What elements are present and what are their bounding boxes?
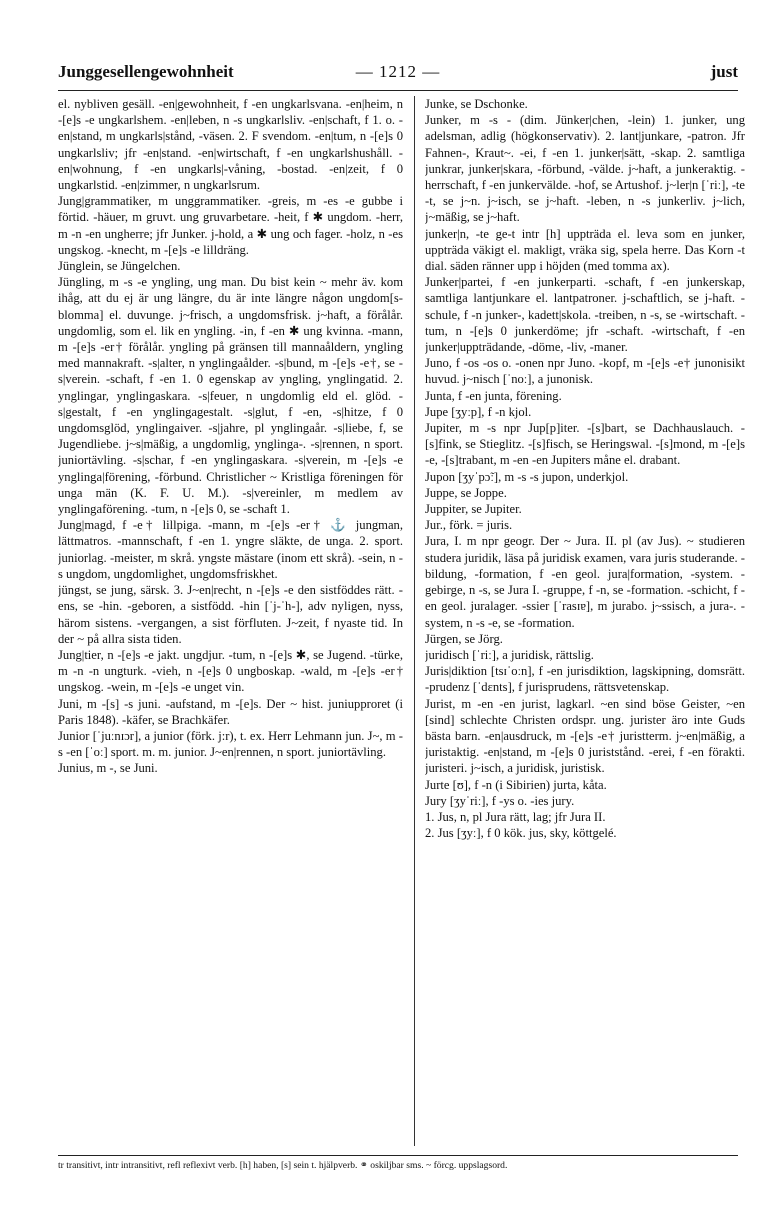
entry: Junker, m -s - (dim. Jünker|chen, -lein) 1. junker, ung adelsman, adlig (högkonservativ). 2. lant|junkare, -patron. Jfr Fahnen-, Kraut~. -ei, f -en 1. junker|sätt, -skap. 2. samtliga junkrar, junker|skara, -förbund, -välde. j~haft, a junkeraktig. -herrschaft, f -en junkervälde. -hof, se Artushof. j~ler|n [ˈriː], -te -t, se j~n. j~isch, se j~haft. -leben, n -s junkerliv. j~lich, j~mäßig, se j~haft. <box>425 113 745 225</box>
entry: Jung|grammatiker, m unggrammatiker. -greis, m -es -e gubbe i förtid. -häuer, m gruvt. ung gruvarbetare. -heit, f ✱ ungdom. -herr, m -n -en ungherre; jfr Junker. j-hold, a ✱ ung och fager. -holz, n -es ungskog. -knecht, m -[e]s -e lilldräng. <box>58 194 403 257</box>
entry: Jürgen, se Jörg. <box>425 631 503 646</box>
entry: Jury [ʒyˈriː], f -ys o. -ies jury. <box>425 793 575 808</box>
entry: Juppiter, se Jupiter. <box>425 502 522 517</box>
column-divider <box>414 96 415 1146</box>
footer-rule <box>58 1155 738 1156</box>
right-column <box>425 96 745 1146</box>
entry: Junke, se Dschonke. <box>425 97 528 111</box>
entry: jüngst, se jung, särsk. 3. J~en|recht, n -[e]s -e den sistföddes rätt. -ens, se -hin. -geboren, a sistfödd. -hin [ˈj-ˈh-], adv nyligen, nyss, härom sistens. -vergangen, a sist förfluten. J~zeit, f nyaste tid. In der ~ på allra sista tiden. <box>58 583 403 646</box>
entry: juridisch [ˈriː], a juridisk, rättslig. <box>425 647 594 662</box>
entry: Jurist, m -en -en jurist, lagkarl. ~en sind böse Geister, ~en [sind] schlechte Christen ordspr. ung. jurister äro inte Guds bästa barn. -en|ausdruck, m -[e]s -e† juristterm. j~en|mäßig, a juristaktig. -en|stand, m -[e]s 0 juriststånd. -erei, f -en förakti. juristeri. j~isch, a juridisk, juristisk. <box>425 696 745 776</box>
entry: Jung|tier, n -[e]s -e jakt. ungdjur. -tum, n -[e]s ✱, se Jugend. -türke, m -n -n ungturk. -vieh, n -[e]s 0 ungboskap. -wald, m -[e]s -er† ungskog. -wein, m -[e]s -e unget vin. <box>58 647 403 695</box>
entry: Juno, f -os -os o. -onen npr Juno. -kopf, m -[e]s -e† junonisikt huvud. j~nisch [ˈnoː], a junonisk. <box>425 356 745 387</box>
left-column <box>58 96 403 1146</box>
entry: el. nybliven gesäll. -en|gewohnheit, f -en ungkarlsvana. -en|heim, n -[e]s -e ungkarlshem. -en|leben, n -s ungkarlsliv. -en|schaft, f 1. o. -en|stand, m ungkarls|stånd, -väsen. 2. F svendom. -en|tum, n -[e]s 0 ungkarlsliv; jfr -en|stand. -en|wirtschaft, f -en ungkarlshushåll. -en|wohnung, f -en ungkarls|-våning, -bostad. -en|zeit, f 0 ungkarlstid. -en|zimmer, n ungkarlsrum. <box>58 97 403 193</box>
entry: Jurte [ʊ], f -n (i Sibirien) jurta, kåta. <box>425 777 607 792</box>
header-rule <box>58 90 738 91</box>
entry: Junius, m -, se Juni. <box>58 761 158 776</box>
entry: 2. Jus [ʒyː], f 0 kök. jus, sky, köttgelé. <box>425 826 617 841</box>
entry: Jur., förk. = juris. <box>425 518 513 533</box>
header-left-guideword: Junggesellengewohnheit <box>58 62 234 81</box>
entry: Junta, f -en junta, förening. <box>425 388 562 403</box>
entry: Juni, m -[s] -s juni. -aufstand, m -[e]s. Der ~ hist. juniupproret (i Paris 1848). -käfer, se Brachkäfer. <box>58 696 403 727</box>
entry: Jura, I. m npr geogr. Der ~ Jura. II. pl (av Jus). ~ studieren studera juridik, läsa på juridisk examen, vara juris studerande. -bildung, -formation, f -en geol. jura|formation, -system. -gebirge, n -s, se Jura I. -gruppe, f -n, se -formation. -schicht, f -en geol. juralager. -ssier [ˈrasɪɐ], m jurabo. j~ssisch, a jura-. -system, n -s -e, se -formation. <box>425 534 745 630</box>
entry: Jupiter, m -s npr Jup[p]iter. -[s]bart, se Dachhauslauch. -[s]fink, se Stieglitz. -[s]fisch, se Heringswal. -[s]mond, m -[e]s -e, -[s]trabant, m -en -en Jupiters måne el. drabant. <box>425 421 745 468</box>
entry: Junior [ˈjuːnɪɔr], a junior (förk. j:r), t. ex. Herr Lehmann jun. J~, m -s -en [ˈoː] sport. m. m. junior. J~en|rennen, n sport. juniortävling. <box>58 728 403 760</box>
header-right-guideword: just <box>710 62 738 81</box>
entry: Junker|partei, f -en junkerparti. -schaft, f -en junkerskap, samtliga lantjunkare el. lantpatroner. j-schaftlich, se j-haft. -schule, f -n junker-, kadett|skola. -treiben, n -s, se -wirtschaft. -tum, n -[e]s 0 junkerdöme; jfr -schaft. -wirtschaft, f -en junker|uppträdande, -döme, -liv, -maner. <box>425 275 745 355</box>
entry: Juris|diktion [tsɪˈoːn], f -en jurisdiktion, lagskipning, domsrätt. -prudenz [ˈdɛnts], f jurisprudens, rättsvetenskap. <box>425 664 745 695</box>
abbreviation-legend: tr transitivt, intr intransitivt, refl reflexivt verb. [h] haben, [s] sein t. hjälpverb. ⚭ oskiljbar sms. ~ förcg. uppslagsord. <box>58 1160 508 1171</box>
entry: Jupon [ʒyˈpɔ̃ː], m -s -s jupon, underkjol. <box>425 469 629 484</box>
entry: Jupe [ʒyːp], f -n kjol. <box>425 404 532 419</box>
entry: Juppe, se Joppe. <box>425 485 507 500</box>
page-header <box>58 62 738 86</box>
entry: Jünglein, se Jüngelchen. <box>58 259 181 274</box>
entry: junker|n, -te ge-t intr [h] uppträda el. leva som en junker, uppträda väkigt el. makligt, vräka sig, spela herre. Das Korn -t dial. säden ränner upp i höjden (med tomma ax). <box>425 226 745 274</box>
page-number: — 1212 — <box>355 62 441 81</box>
entry: 1. Jus, n, pl Jura rätt, lag; jfr Jura II. <box>425 809 606 824</box>
entry: Jüngling, m -s -e yngling, ung man. Du bist kein ~ mehr äv. kom ihåg, att du ej är ung längre, du är inte längre någon ungdom[s-blomma] el. duvunge. j~frisch, a ungdomsfrisk. j~haft, a förålår. ungdomlig, som el. lik en yngling. -in, f -en ✱ ung kvinna. -mann, m -[e]s -er† förålår. yngling på gränsen till mannaåldern, yngling med mannakraft. -s|alter, n ynglingaålder. -s|bund, m -[e]s -e†, se -s|verein. -schaft, f -en 1. 0 egenskap av yngling, ynglingatid. 2. ynglingar, ynglingaskara. -s|feuer, n ungdomlig eld el. glöd. -s|gestalt, f -en ynglingagestalt. -s|glut, f -en, -s|hitze, f 0 ungdomsglöd, ynglingaiver. -s|jahre, pl ynglingaår. -s|liebe, f, se Jugendliebe. j~s|mäßig, a ungdomlig, ynglinga-. -s|rennen, n sport. juniortävling. -s|schar, f -en ynglingaskara. -s|verein, m -[e]s -e ynglinga|förening, -förbund. Christlicher ~ Kristliga föreningen för unga män (K. F. U. M.). -s|vereinler, m medlem av ynglingaförening. -tum, n -[e]s 0, se -schaft 1. <box>58 275 403 517</box>
entry: Jung|magd, f -e† lillpiga. -mann, m -[e]s -er† ⚓ jungman, lättmatros. -mannschaft, f -en 1. yngre släkte, de unga. 2. sport. juniorlag. -meister, m skrå. yngste mästare (inom ett skrå). -sein, n -s ungdom, ungdomlighet, ungdomsfriskhet. <box>58 518 403 581</box>
